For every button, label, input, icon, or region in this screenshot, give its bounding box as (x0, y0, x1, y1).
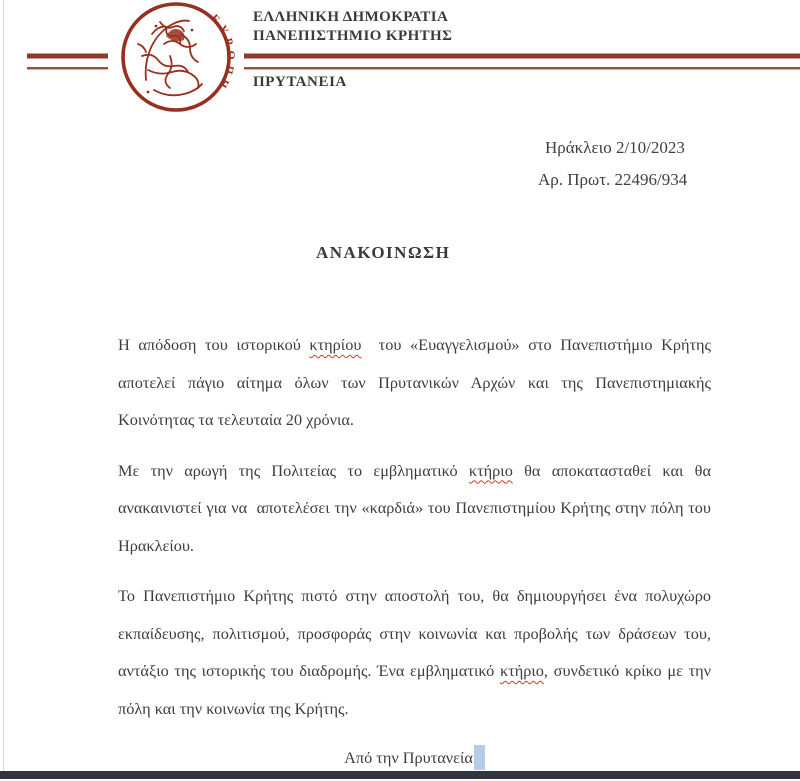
closing-text[interactable]: Από την Πρυτανεία (344, 748, 473, 767)
text-segment[interactable]: Το Πανεπιστήμιο Κρήτης πιστό στην αποστολή του, θα δημιουργήσει ένα πολυχώρο εκπαίδευσης, πολιτισμού, προσφοράς στην κοινωνία και προβολής των δράσεων του, αντάξιο της ιστορικής του διαδρομής. Ένα εμβληματικό (118, 586, 711, 680)
document-meta[interactable] (538, 132, 687, 196)
paragraph[interactable] (118, 577, 711, 727)
letterhead-line-republic: ΕΛΛΗΝΙΚΗ ΔΗΜΟΚΡΑΤΙΑ (253, 9, 449, 25)
text-segment[interactable]: θα αποκατασταθεί και θα ανακαινιστεί για να αποτελέσει την «καρδιά» του Πανεπιστημίου Κρήτης στην πόλη του Ηρακλείου. (118, 460, 711, 555)
body-paragraphs[interactable] (118, 326, 711, 742)
protocol-number[interactable]: Αρ. Πρωτ. 22496/934 (538, 170, 688, 189)
university-of-crete-seal-logo (108, 0, 244, 114)
seal-ring-text: ΕΥΡΩΠΗ (208, 12, 237, 94)
letterhead-line-university: ΠΑΝΕΠΙΣΤΗΜΙΟ ΚΡΗΤΗΣ (253, 28, 453, 44)
text-cursor-highlight (474, 745, 485, 770)
bottom-scrollbar-track[interactable] (0, 771, 800, 779)
text-segment[interactable]: Η απόδοση του ιστορικού (118, 335, 310, 354)
letterhead-office: ΠΡΥΤΑΝΕΙΑ (253, 74, 347, 90)
closing-line[interactable] (118, 744, 711, 772)
paragraph[interactable] (118, 326, 711, 439)
letterhead-org-block (253, 8, 452, 46)
page-left-border (3, 0, 4, 771)
place-date[interactable]: Ηράκλειο 2/10/2023 (545, 138, 685, 157)
text-segment[interactable]: του «Ευαγγελισμού» στο Πανεπιστήμιο Κρήτης αποτελεί πάγιο αίτημα όλων των Πρυτανικών Αρχών και της Πανεπιστημιακής Κοινότητας τα τελευταία 20 χρόνια. (118, 335, 711, 429)
text-segment[interactable]: , συνδετικό κρίκο με την πόλη και την κοινωνία της Κρήτης. (118, 661, 711, 718)
document-title[interactable]: ΑΝΑΚΟΙΝΩΣΗ (316, 243, 451, 262)
paragraph[interactable] (118, 452, 711, 565)
misspelled-word[interactable]: κτήριο (468, 460, 513, 480)
text-segment[interactable]: Με την αρωγή της Πολιτείας το εμβληματικό (118, 460, 469, 480)
misspelled-word[interactable]: κτηρίου (309, 335, 362, 354)
misspelled-word[interactable]: κτήριο (500, 661, 544, 680)
